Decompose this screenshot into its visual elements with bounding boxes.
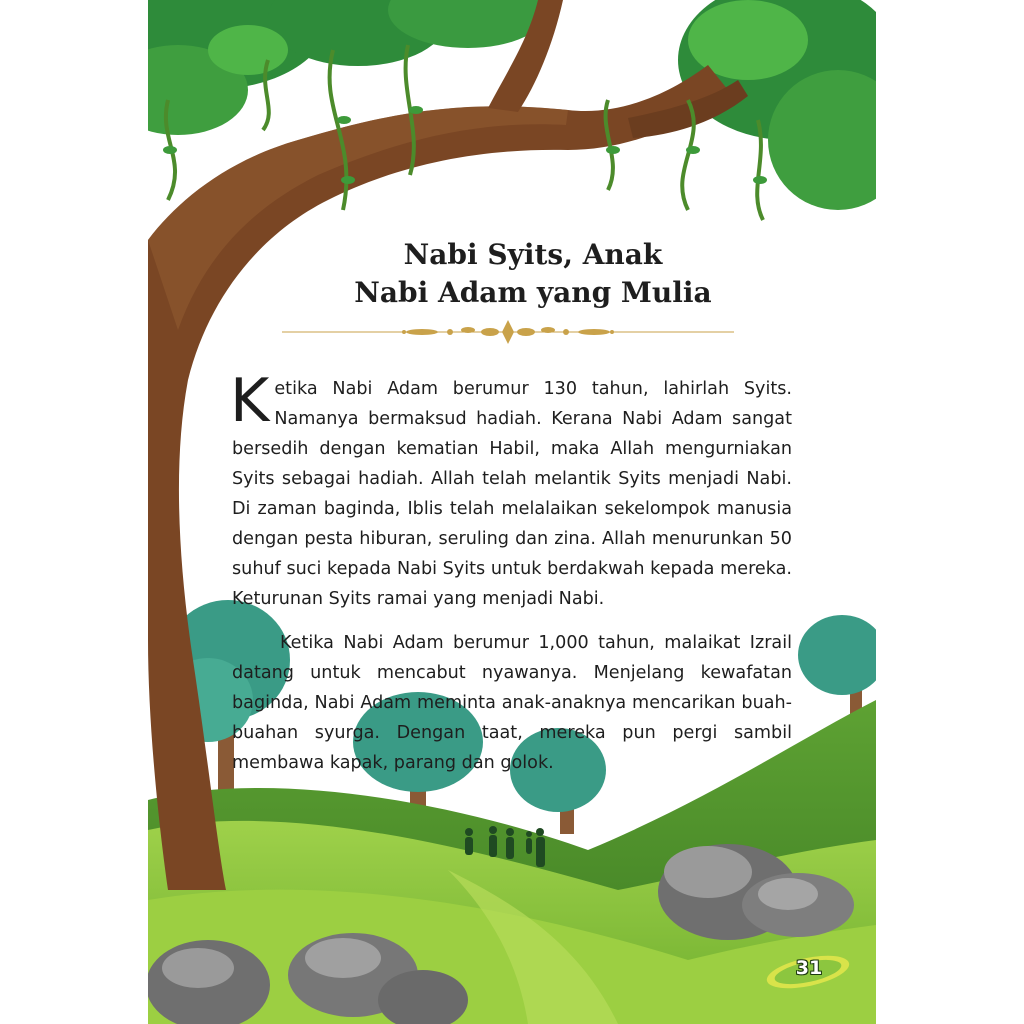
story-title-line-2: Nabi Adam yang Mulia [354, 276, 712, 309]
drop-cap: K [230, 366, 270, 436]
ornament-divider [282, 318, 734, 346]
page-number: 31 [795, 957, 823, 979]
story-title-line-1: Nabi Syits, Anak [403, 238, 663, 271]
paragraph-2: Ketika Nabi Adam berumur 1,000 tahun, malaikat Izrail datang untuk mencabut nyawanya. Menjelang kewafatan baginda, Nabi Adam meminta anak-anaknya mencarikan buah-buahan syurga. Dengan taat, mereka pun pergi sambil membawa kapak, parang dan golok. [232, 633, 792, 773]
story-body [230, 366, 792, 778]
paragraph-1 [230, 366, 792, 614]
paragraph-1-text: etika Nabi Adam berumur 130 tahun, lahirlah Syits. Namanya bermaksud hadiah. Kerana Nabi Adam sangat bersedih dengan kematian Habil, maka Allah mengurniakan Syits sebagai hadiah. Allah telah melantik Syits menjadi Nabi. Di zaman baginda, Iblis telah melalaikan sekelompok manusia dengan pesta hiburan, seruling dan zina. Allah menurunkan 50 suhuf suci kepada Nabi Syits untuk berdakwah kepada mereka. Keturunan Syits ramai yang menjadi Nabi. [232, 379, 792, 609]
story-title [298, 236, 768, 312]
storybook-page [148, 0, 876, 1024]
